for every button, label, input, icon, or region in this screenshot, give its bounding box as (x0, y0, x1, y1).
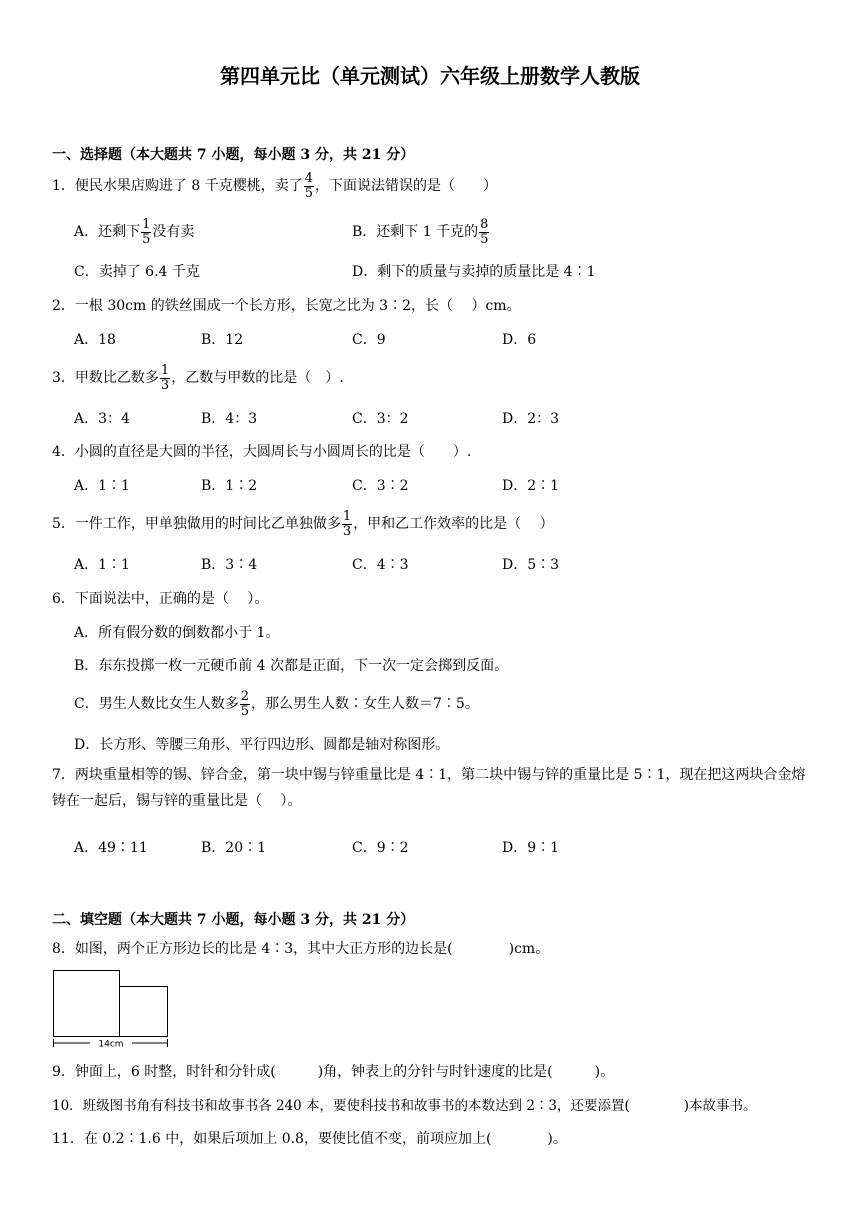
q2-option-c: C．9 (352, 332, 386, 348)
q4-option-b: B．1∶2 (201, 478, 258, 494)
question-10-stem: 10．班级图书角有科技书和故事书各 240 本，要使科技书和故事书的本数达到 2∶3，还要添置( )本故事书。 (52, 1098, 757, 1114)
q6-option-c: C．男生人数比女生人数多 $\frac{2}{5}$ ，那么男生人数∶女生人数＝7∶5。 (74, 688, 479, 719)
section-header-fill-blank: 二、填空题（本大题共 7 小题，每小题 3 分，共 21 分） (52, 912, 415, 928)
q5-option-d: D．5∶3 (502, 557, 560, 573)
large-square (54, 971, 120, 1037)
question-5-stem: 5．一件工作，甲单独做用的时间比乙单独做多 $\frac{1}{3}$ ，甲和乙工作效率的比是（ ） (52, 508, 554, 539)
page-title: 第四单元比（单元测试）六年级上册数学人教版 (220, 64, 640, 88)
fraction: $\frac{2}{5}$ (240, 688, 249, 719)
q3-option-b: B．4：3 (201, 411, 258, 427)
question-7-stem: 7．两块重量相等的锡、锌合金，第一块中锡与锌重量比是 4∶1，第二块中锡与锌的重量比是 5∶1，现在把这两块合金熔铸在一起后，锡与锌的重量比是（ ）。 (52, 767, 806, 809)
q6-option-a: A．所有假分数的倒数都小于 1。 (74, 625, 280, 641)
q1-stem-part-a: 1．便民水果店购进了 8 千克樱桃，卖了 (52, 178, 303, 194)
dimension-label: 14cm (98, 1039, 124, 1050)
question-4-stem: 4．小圆的直径是大圆的半径，大圆周长与小圆周长的比是（ ）. (52, 444, 472, 460)
q2-option-d: D．6 (502, 332, 537, 348)
small-square (120, 987, 168, 1037)
q5-option-c: C．4∶3 (352, 557, 409, 573)
fraction: $\frac{4}{5}$ (304, 170, 313, 201)
q3-option-a: A．3：4 (74, 411, 130, 427)
q6-option-d: D．长方形、等腰三角形、平行四边形、圆都是轴对称图形。 (74, 737, 450, 753)
q3-option-c: C．3：2 (352, 411, 409, 427)
q6-option-b: B．东东投掷一枚一元硬币前 4 次都是正面，下一次一定会掷到反面。 (74, 658, 509, 674)
question-11-stem: 11．在 0.2∶1.6 中，如果后项加上 0.8，要使比值不变，前项应加上( )。 (52, 1131, 567, 1147)
q2-option-b: B．12 (201, 332, 244, 348)
q1-stem-part-b: ，下面说法错误的是（ ） (315, 178, 497, 194)
question-8-stem: 8．如图，两个正方形边长的比是 4∶3，其中大正方形的边长是( )cm。 (52, 941, 550, 957)
q3-option-d: D．2：3 (502, 411, 560, 427)
fraction: $\frac{1}{3}$ (160, 362, 170, 393)
question-1-stem (52, 168, 497, 204)
fraction: $\frac{8}{5}$ (480, 216, 489, 247)
q7-option-b: B．20∶1 (201, 840, 267, 856)
q7-option-c: C．9∶2 (352, 840, 409, 856)
question-6-stem: 6．下面说法中，正确的是（ ）。 (52, 591, 269, 607)
q7-option-a: A．49∶11 (74, 840, 148, 856)
q4-option-d: D．2∶1 (502, 478, 560, 494)
q1-option-d: D．剩下的质量与卖掉的质量比是 4∶1 (352, 264, 596, 280)
q1-option-b: B．还剩下 1 千克的 $\frac{8}{5}$ (352, 216, 489, 247)
fraction: $\frac{1}{5}$ (142, 216, 151, 247)
section-header-choice: 一、选择题（本大题共 7 小题，每小题 3 分，共 21 分） (52, 147, 415, 163)
question-9-stem: 9．钟面上，6 时整，时针和分针成( )角，钟表上的分针与时针速度的比是( )。 (52, 1064, 615, 1080)
q7-option-d: D．9∶1 (502, 840, 560, 856)
q4-option-c: C．3∶2 (352, 478, 409, 494)
question-2-stem: 2．一根 30cm 的铁丝围成一个长方形，长宽之比为 3∶2，长（ ）cm。 (52, 298, 521, 314)
q1-option-a: A．还剩下 $\frac{1}{5}$ 没有卖 (74, 216, 195, 247)
q4-option-a: A．1∶1 (74, 478, 130, 494)
question-3-stem: 3．甲数比乙数多 $\frac{1}{3}$ ，乙数与甲数的比是（ ）. (52, 362, 344, 393)
q5-option-b: B．3∶4 (201, 557, 258, 573)
fraction: $\frac{1}{3}$ (342, 508, 352, 539)
q5-option-a: A．1∶1 (74, 557, 130, 573)
q2-option-a: A．18 (74, 332, 116, 348)
two-squares-figure (48, 966, 178, 1052)
q1-option-c: C．卖掉了 6.4 千克 (74, 264, 200, 280)
